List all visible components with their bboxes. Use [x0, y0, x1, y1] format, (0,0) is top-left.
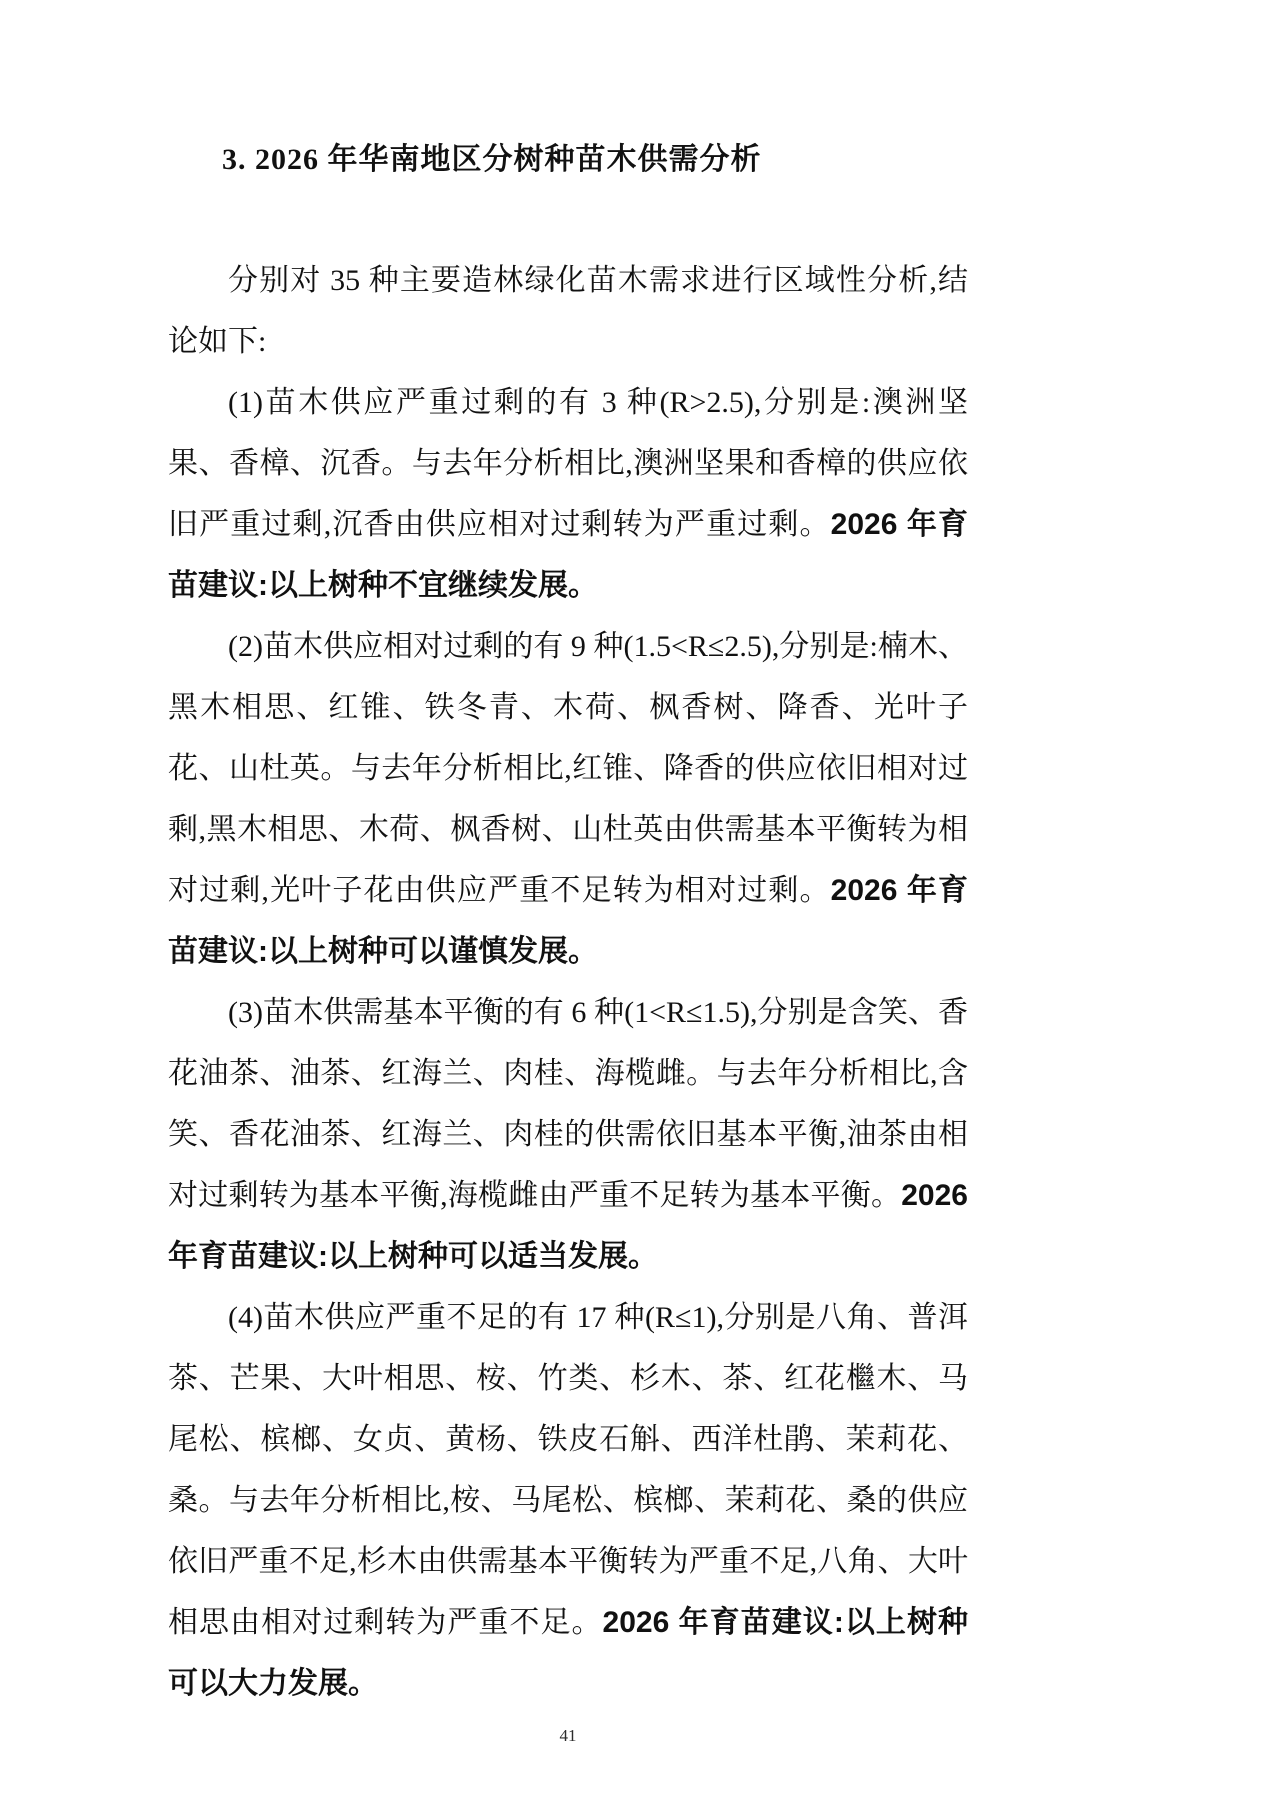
page-number: 41: [559, 1726, 577, 1745]
recommendation-text: 2026 年育苗建议:以上树种可以适当发展。: [168, 1179, 968, 1273]
body-text: (2)苗木供应相对过剩的有 9 种(1.5<R≤2.5),分别是:楠木、黑木相思、红锥、铁冬青、木荷、枫香树、降香、光叶子花、山杜英。与去年分析相比,红锥、降香的供应依旧相对过剩,黑木相思、木荷、枫香树、山杜英由供需基本平衡转为相对过剩,光叶子花由供应严重不足转为相对过剩。: [168, 630, 968, 907]
paragraph-container: [168, 250, 968, 1714]
body-text: (1)苗木供应严重过剩的有 3 种(R>2.5),分别是:澳洲坚果、香樟、沉香。与去年分析相比,澳洲坚果和香樟的供应依旧严重过剩,沉香由供应相对过剩转为严重过剩。: [168, 386, 968, 541]
body-text: (3)苗木供需基本平衡的有 6 种(1<R≤1.5),分别是含笑、香花油茶、油茶、红海兰、肉桂、海榄雌。与去年分析相比,含笑、香花油茶、红海兰、肉桂的供需依旧基本平衡,油茶由相对过剩转为基本平衡,海榄雌由严重不足转为基本平衡。: [168, 996, 968, 1212]
paragraph: [168, 372, 968, 616]
recommendation-text: 2026 年育苗建议:以上树种可以谨慎发展。: [168, 874, 968, 968]
body-text: 分别对 35 种主要造林绿化苗木需求进行区域性分析,结论如下:: [168, 264, 968, 358]
paragraph: [168, 982, 968, 1287]
section-heading: 3. 2026 年华南地区分树种苗木供需分析: [222, 143, 762, 176]
document-content: [168, 140, 968, 1746]
paragraph: [168, 250, 968, 372]
recommendation-text: 2026 年育苗建议:以上树种可以大力发展。: [168, 1606, 968, 1700]
paragraph: [168, 616, 968, 982]
body-text: (4)苗木供应严重不足的有 17 种(R≤1),分别是八角、普洱茶、芒果、大叶相思、桉、竹类、杉木、茶、红花檵木、马尾松、槟榔、女贞、黄杨、铁皮石斛、西洋杜鹃、茉莉花、桑。与去年分析相比,桉、马尾松、槟榔、茉莉花、桑的供应依旧严重不足,杉木由供需基本平衡转为严重不足,八角、大叶相思由相对过剩转为严重不足。: [168, 1301, 968, 1639]
paragraph: [168, 1287, 968, 1714]
recommendation-text: 2026 年育苗建议:以上树种不宜继续发展。: [168, 508, 968, 602]
